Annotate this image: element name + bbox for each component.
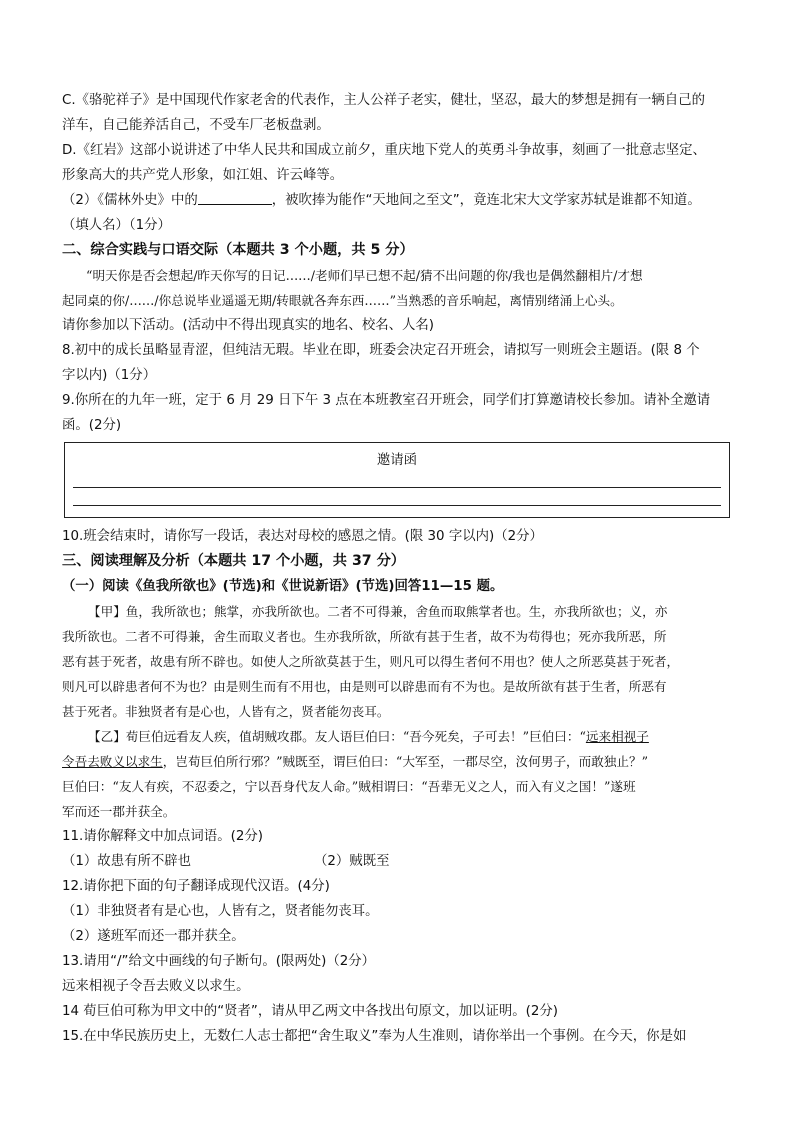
q13-sentence: 远来相视子令吾去败义以求生。	[62, 979, 250, 994]
q7-part2	[62, 188, 742, 213]
yi-line2-text: ，岂荀巨伯所行邪？”贼既至，谓巨伯曰：“大军至，一郡尽空，汝何男子，而敢独止？”	[162, 754, 649, 769]
jia-line: 则凡可以辟患者何不为也？由是则生而有不用也，由是则可以辟患而有不为也。是故所欲有甚于生者，所恶有	[62, 679, 667, 694]
jia-line: 我所欲也。二者不可得兼，舍生而取义者也。生亦我所欲，所欲有甚于生者，故不为苟得也；死亦我所恶，所	[62, 629, 667, 644]
q7-option-c-line2: 洋车，自己能养活自己，不受车厂老板盘剥。	[62, 118, 330, 133]
q9-line1: 9.你所在的九年一班，定于 6 月 29 日下午 3 点在本班教室召开班会，同学们打算邀请校长参加。请补全邀请	[62, 393, 711, 408]
q9-line2: 函。(2分)	[62, 418, 122, 433]
lyrics-line1: “明天你是否会想起/昨天你写的日记……/老师们早已想不起/猜不出问题的你/我也是偶然翻相片/才想	[86, 268, 643, 283]
section3-sub1-heading: （一）阅读《鱼我所欲也》(节选)和《世说新语》(节选)回答11—15 题。	[62, 579, 504, 594]
q14: 14 荀巨伯可称为甲文中的“贤者”，请从甲乙两文中各找出句原文，加以证明。(2分)	[62, 1004, 559, 1019]
q8-line1: 8.初中的成长虽略显青涩，但纯洁无瑕。毕业在即，班委会决定召开班会，请拟写一则班会主题语。(限 8 个	[62, 343, 700, 358]
jia-line: 【甲】鱼，我所欲也；熊掌，亦我所欲也。二者不可得兼，舍鱼而取熊掌者也。生，亦我所欲也；义，亦	[88, 604, 668, 619]
yi-line3: 巨伯曰：“友人有疾，不忍委之，宁以吾身代友人命。”贼相谓曰：“吾辈无义之人，而入有义之国！”遂班	[62, 779, 636, 794]
jia-line: 甚于死者。非独贤者有是心也，人皆有之，贤者能勿丧耳。	[62, 704, 390, 719]
exam-page	[62, 88, 742, 1049]
q7-part2-note: （填人名）（1分）	[62, 218, 171, 233]
q8-line2: 字以内)（1分）	[62, 368, 157, 383]
q7-option-d-line2: 形象高大的共产党人形象，如江姐、许云峰等。	[62, 168, 344, 183]
q12-item2: （2）遂班军而还一郡并获全。	[62, 929, 245, 944]
q7-part2-after: ，被吹捧为能作“天地间之至文”，竟连北宋大文学家苏轼是谁都不知道。	[271, 193, 701, 208]
q11-item2: （2）贼既至	[314, 854, 390, 869]
q11-items	[62, 849, 742, 874]
q15: 15.在中华民族历史上，无数仁人志士都把“舍生取义”奉为人生准则，请你举出一个事例。在今天，你是如	[62, 1029, 687, 1044]
section3-heading: 三、阅读理解及分析（本题共 17 个小题，共 37 分）	[62, 553, 405, 569]
yi-line1-text: 【乙】荀巨伯远看友人疾，值胡贼攻郡。友人语巨伯曰：“吾今死矣，子可去！”巨伯曰：“	[88, 729, 586, 744]
q12: 12.请你把下面的句子翻译成现代汉语。(4分)	[62, 879, 330, 894]
yi-line1	[62, 724, 742, 749]
q13: 13.请用“/”给文中画线的句子断句。(限两处)（2分）	[62, 954, 376, 969]
lyrics-line2: 起同桌的你/……/你总说毕业遥遥无期/转眼就各奔东西……”当熟悉的音乐响起，离情别绪涌上心头。	[62, 293, 623, 308]
invitation-box[interactable]	[64, 442, 730, 518]
answer-line[interactable]	[73, 487, 721, 488]
answer-line[interactable]	[73, 505, 721, 506]
q11-item1: （1）故患有所不辟也	[62, 854, 192, 869]
section2-instruction: 请你参加以下活动。(活动中不得出现真实的地名、校名、人名)	[62, 318, 434, 333]
q7-option-d-line1: D.《红岩》这部小说讲述了中华人民共和国成立前夕，重庆地下党人的英勇斗争故事，刻画了一批意志坚定、	[62, 143, 706, 158]
q7-option-c-line1: C.《骆驼祥子》是中国现代作家老舍的代表作，主人公祥子老实，健壮，坚忍，最大的梦想是拥有一辆自己的	[62, 93, 705, 108]
invitation-title: 邀请函	[376, 453, 418, 468]
section2-heading: 二、综合实践与口语交际（本题共 3 个小题，共 5 分）	[62, 242, 414, 258]
yi-line4: 军而还一郡并获全。	[62, 804, 176, 819]
yi-underlined-part2: 令吾去败义以求生	[62, 754, 163, 769]
yi-underlined-part1: 远来相视子	[585, 729, 649, 744]
answer-blank[interactable]	[198, 190, 272, 205]
yi-line2	[62, 749, 742, 774]
q7-part2-before: （2）《儒林外史》中的	[62, 193, 198, 208]
q11: 11.请你解释文中加点词语。(2分)	[62, 829, 263, 844]
q10: 10.班会结束时，请你写一段话，表达对母校的感恩之情。(限 30 字以内)（2分）	[62, 529, 543, 544]
jia-line: 恶有甚于死者，故患有所不辟也。如使人之所欲莫甚于生，则凡可以得生者何不用也？使人之所恶莫甚于死者，	[62, 654, 680, 669]
q12-item1: （1）非独贤者有是心也，人皆有之，贤者能勿丧耳。	[62, 904, 379, 919]
